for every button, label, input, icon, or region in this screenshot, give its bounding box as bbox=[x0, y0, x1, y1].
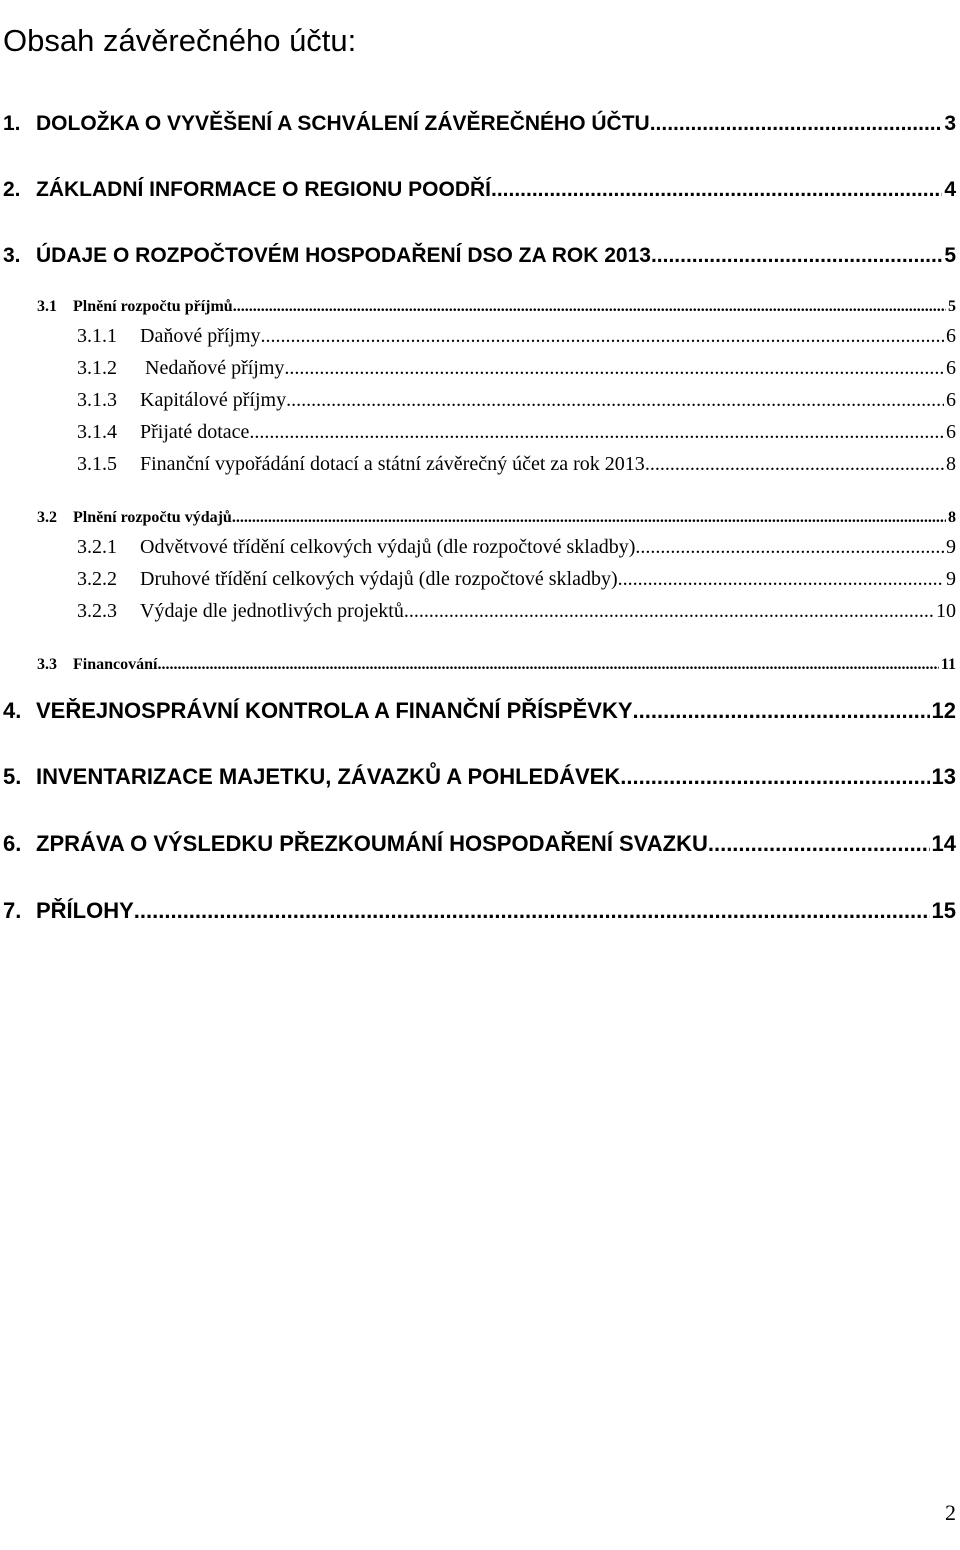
toc-entry-text: ÚDAJE O ROZPOČTOVÉM HOSPODAŘENÍ DSO ZA ROK 2013 bbox=[36, 244, 651, 267]
toc-entry-3-2-3[interactable] bbox=[77, 597, 956, 625]
toc-entry-page: 6 bbox=[946, 389, 956, 411]
toc-entry-page: 6 bbox=[946, 421, 956, 443]
toc-entry-page: 11 bbox=[940, 656, 956, 673]
toc-entry-number: 6. bbox=[3, 831, 22, 856]
toc-entry-6[interactable] bbox=[3, 829, 956, 859]
toc-entry-page: 9 bbox=[946, 536, 956, 558]
toc-entry-number: 3.1 bbox=[37, 298, 57, 315]
toc-entry-page: 8 bbox=[948, 509, 956, 526]
toc-title: Obsah závěrečného účtu: bbox=[3, 22, 357, 58]
toc-entry-text: Plnění rozpočtu výdajů bbox=[73, 509, 232, 526]
toc-leader bbox=[645, 450, 944, 478]
toc-entry-1[interactable] bbox=[3, 109, 956, 139]
toc-entry-text: Financování bbox=[73, 656, 158, 673]
toc-entry-5[interactable] bbox=[3, 762, 956, 792]
toc-leader bbox=[651, 241, 942, 271]
toc-entry-number: 3.1.3 bbox=[77, 389, 117, 411]
toc-entry-page: 14 bbox=[931, 831, 956, 856]
toc-leader bbox=[633, 696, 930, 726]
toc-entry-page: 6 bbox=[946, 357, 956, 379]
toc-entry-3-1-4[interactable] bbox=[77, 418, 956, 446]
toc-entry-3-2-2[interactable] bbox=[77, 565, 956, 593]
toc-entry-page: 12 bbox=[931, 698, 956, 723]
toc-entry-text: VEŘEJNOSPRÁVNÍ KONTROLA A FINANČNÍ PŘÍSPĚVKY bbox=[36, 698, 633, 723]
toc-entry-number: 3.3 bbox=[37, 656, 57, 673]
toc-entry-text: INVENTARIZACE MAJETKU, ZÁVAZKŮ A POHLEDÁVEK bbox=[36, 764, 621, 789]
toc-leader bbox=[233, 295, 946, 319]
toc-leader bbox=[157, 653, 938, 677]
toc-entry-number: 3.2 bbox=[37, 509, 57, 526]
toc-entry-number: 3.1.4 bbox=[77, 421, 117, 443]
toc-entry-3[interactable] bbox=[3, 241, 956, 271]
toc-entry-text: Výdaje dle jednotlivých projektů bbox=[140, 600, 404, 622]
toc-entry-number: 5. bbox=[3, 764, 22, 789]
toc-entry-3-2[interactable] bbox=[37, 506, 956, 530]
toc-entry-7[interactable] bbox=[3, 896, 956, 926]
toc-entry-number: 3.2.1 bbox=[77, 536, 117, 558]
toc-entry-page: 5 bbox=[944, 244, 956, 267]
toc-entry-number: 3.1.1 bbox=[77, 325, 117, 347]
toc-leader bbox=[635, 533, 944, 561]
toc-leader bbox=[650, 109, 943, 139]
toc-entry-3-1-3[interactable] bbox=[77, 386, 956, 414]
toc-entry-number: 3.2.3 bbox=[77, 600, 117, 622]
toc-entry-number: 3.1.2 bbox=[77, 357, 117, 379]
toc-entry-page: 4 bbox=[944, 178, 956, 201]
toc-entry-3-1-1[interactable] bbox=[77, 322, 956, 350]
toc-entry-page: 6 bbox=[946, 325, 956, 347]
page-number: 2 bbox=[945, 1500, 956, 1525]
toc-entry-text: Finanční vypořádání dotací a státní závěrečný účet za rok 2013 bbox=[140, 453, 645, 475]
toc-entry-number: 2. bbox=[3, 178, 21, 201]
toc-leader bbox=[491, 175, 942, 205]
toc-entry-page: 15 bbox=[931, 898, 956, 923]
toc-entry-3-1-5[interactable] bbox=[77, 450, 956, 478]
toc-entry-text: Plnění rozpočtu příjmů bbox=[73, 298, 233, 315]
toc-leader bbox=[249, 418, 944, 446]
toc-entry-page: 10 bbox=[936, 600, 956, 622]
toc-leader bbox=[404, 597, 934, 625]
toc-entry-text: Odvětvové třídění celkových výdajů (dle rozpočtové skladby) bbox=[140, 536, 636, 558]
toc-leader bbox=[708, 829, 930, 859]
toc-entry-number: 3.1.5 bbox=[77, 453, 117, 475]
toc-entry-text: PŘÍLOHY bbox=[36, 898, 134, 923]
toc-entry-number: 4. bbox=[3, 698, 22, 723]
toc-entry-text: Daňové příjmy bbox=[140, 325, 261, 347]
toc-entry-text: Nedaňové příjmy bbox=[140, 357, 285, 379]
toc-entry-3-1[interactable] bbox=[37, 295, 956, 319]
toc-entry-text: ZPRÁVA O VÝSLEDKU PŘEZKOUMÁNÍ HOSPODAŘENÍ SVAZKU bbox=[36, 831, 708, 856]
toc-entry-page: 9 bbox=[946, 568, 956, 590]
toc-entry-page: 8 bbox=[946, 453, 956, 475]
toc-entry-text: ZÁKLADNÍ INFORMACE O REGIONU POODŘÍ bbox=[36, 178, 491, 201]
toc-entry-page: 5 bbox=[948, 298, 956, 315]
toc-entry-text: Kapitálové příjmy bbox=[140, 389, 287, 411]
toc-leader bbox=[134, 896, 930, 926]
toc-leader bbox=[284, 354, 944, 382]
toc-entry-3-1-2[interactable] bbox=[77, 354, 956, 382]
toc-leader bbox=[620, 762, 929, 792]
toc-entry-number: 1. bbox=[3, 112, 21, 135]
toc-entry-number: 3.2.2 bbox=[77, 568, 117, 590]
toc-entry-number: 3. bbox=[3, 244, 21, 267]
toc-leader bbox=[618, 565, 944, 593]
toc-leader bbox=[261, 322, 944, 350]
toc-entry-3-3[interactable] bbox=[37, 653, 956, 677]
toc-entry-number: 7. bbox=[3, 898, 22, 923]
toc-entry-4[interactable] bbox=[3, 696, 956, 726]
toc-leader bbox=[286, 386, 944, 414]
toc-entry-page: 3 bbox=[944, 112, 956, 135]
toc-entry-page: 13 bbox=[931, 764, 956, 789]
toc-entry-3-2-1[interactable] bbox=[77, 533, 956, 561]
toc-entry-text: Přijaté dotace bbox=[140, 421, 250, 443]
toc-entry-2[interactable] bbox=[3, 175, 956, 205]
toc-entry-text: DOLOŽKA O VYVĚŠENÍ A SCHVÁLENÍ ZÁVĚREČNÉHO ÚČTU bbox=[36, 112, 650, 135]
toc-leader bbox=[232, 506, 946, 530]
toc-entry-text: Druhové třídění celkových výdajů (dle rozpočtové skladby) bbox=[140, 568, 618, 590]
